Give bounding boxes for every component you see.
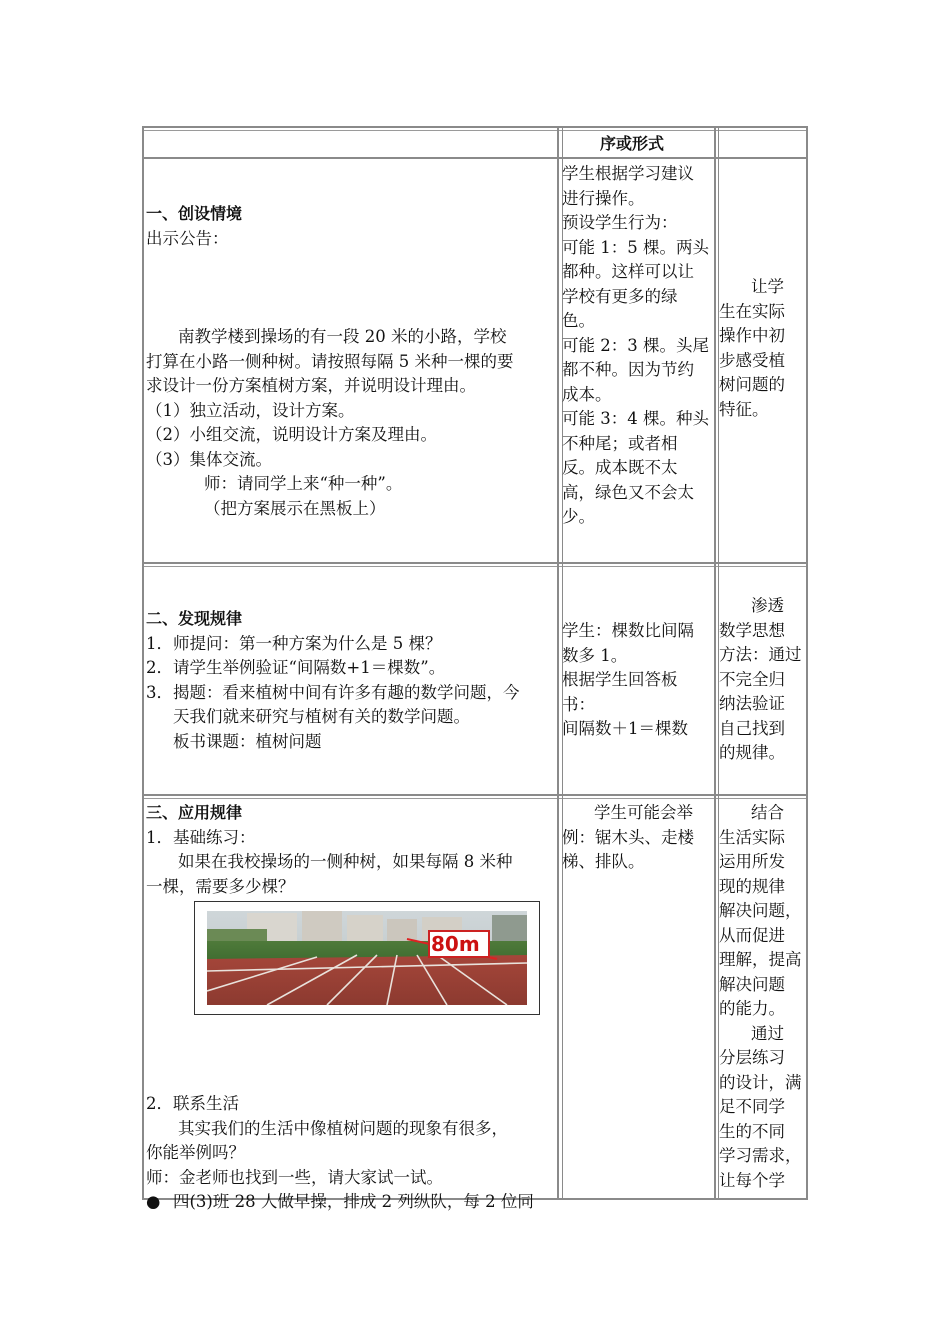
section2-method-line: 学生：棵数比间隔 xyxy=(562,621,694,640)
section2-line: 2．请学生举例验证“间隔数+1＝棵数”。 xyxy=(146,658,446,677)
header-method-col: 序或形式 xyxy=(600,134,665,153)
section3-method xyxy=(562,801,694,875)
section1-method xyxy=(562,162,709,530)
section3-bullet-line xyxy=(146,1190,556,1215)
row-divider-2 xyxy=(142,794,808,796)
section3-line: 你能举例吗？ xyxy=(146,1143,245,1162)
section1-intent-line: 操作中初 xyxy=(719,326,785,345)
row-divider-1-inner xyxy=(142,566,808,567)
section3-intent-line: 从而促进 xyxy=(719,925,785,945)
distance-label: 80m xyxy=(431,932,480,956)
section3-line: 其实我们的生活中像植树问题的现象有很多， xyxy=(178,1118,508,1138)
section2-method-line: 间隔数＋1＝棵数 xyxy=(562,719,688,738)
section3-bullet-text: 四(3)班 28 人做早操，排成 2 列纵队，每 2 位同 xyxy=(173,1192,534,1211)
section2-intent-line: 方法：通过 xyxy=(719,645,802,664)
section1-method-line: 都不种。因为节约 xyxy=(562,360,694,379)
row-divider-1 xyxy=(142,562,808,564)
bullet-icon: ● xyxy=(146,1192,161,1211)
col-divider-2 xyxy=(714,126,716,1200)
section2-intent-line: 纳法验证 xyxy=(719,694,785,713)
section1-spacer xyxy=(146,251,556,300)
section1-method-line: 不种尾；或者相 xyxy=(562,433,678,453)
section3-intent-line: 通过 xyxy=(751,1023,784,1043)
section3-intent-line: 现的规律 xyxy=(719,876,785,896)
table-border-top-inner xyxy=(142,130,808,131)
section2-intent-line: 数学思想 xyxy=(719,620,785,640)
section1-line: （把方案展示在黑板上） xyxy=(204,498,386,518)
section1-line: 求设计一份方案植树方案，并说明设计理由。 xyxy=(146,376,476,395)
section1-method-line: 预设学生行为： xyxy=(562,213,678,232)
header-row-divider xyxy=(142,157,808,159)
section1-content xyxy=(146,202,556,521)
section1-line: （3）集体交流。 xyxy=(146,449,272,469)
section3-intent-line: 运用所发 xyxy=(719,852,785,871)
section3-method-line: 梯、排队。 xyxy=(562,852,645,871)
section2-line: 1．师提问：第一种方案为什么是 5 棵？ xyxy=(146,633,442,653)
section3-intent-line: 的能力。 xyxy=(719,999,785,1018)
section3-line: 一棵，需要多少棵？ xyxy=(146,876,295,896)
section2-method-line: 书： xyxy=(562,694,595,714)
section3-line: 2．联系生活 xyxy=(146,1094,239,1113)
col-divider-1 xyxy=(557,126,559,1200)
section3-intent-line: 解决问题 xyxy=(719,974,785,994)
section3-line: 1．基础练习： xyxy=(146,827,256,847)
section1-method-line: 反。成本既不太 xyxy=(562,458,678,477)
section3-intent-line: 结合 xyxy=(751,803,784,822)
section1-title: 一、创设情境 xyxy=(146,204,243,223)
section2-line: 天我们就来研究与植树有关的数学问题。 xyxy=(173,707,470,726)
section1-method-line: 学生根据学习建议 xyxy=(562,164,694,183)
section2-line: 板书课题：植树问题 xyxy=(173,731,322,751)
section2-method-line: 数多 1。 xyxy=(562,645,628,665)
section3-line: 如果在我校操场的一侧种树，如果每隔 8 米种 xyxy=(178,852,513,871)
section1-intent-line: 步感受植 xyxy=(719,350,785,370)
section1-method-line: 学校有更多的绿 xyxy=(562,286,678,306)
section3-intent-line: 生的不同 xyxy=(719,1121,785,1141)
section3-intent-line: 足不同学 xyxy=(719,1097,785,1116)
section2-title: 二、发现规律 xyxy=(146,609,243,628)
section1-intent-line: 让学 xyxy=(751,277,784,296)
section1-line: 南教学楼到操场的有一段 20 米的小路，学校 xyxy=(178,327,507,346)
section2-intent-line: 的规律。 xyxy=(719,743,785,762)
section2-intent xyxy=(719,594,802,766)
section2-method xyxy=(562,619,694,742)
table-border-top xyxy=(142,126,808,128)
section2-intent-line: 不完全归 xyxy=(719,669,785,689)
section1-method-line: 可能 3：4 棵。种头 xyxy=(562,409,709,428)
section3-content xyxy=(146,801,556,1211)
row-divider-2-inner xyxy=(142,798,808,799)
section1-line: 出示公告： xyxy=(146,228,229,248)
table-border-left xyxy=(142,126,144,1200)
section2-intent-line: 自己找到 xyxy=(719,718,785,738)
section1-method-line: 少。 xyxy=(562,507,595,526)
lesson-plan-table xyxy=(142,126,808,1211)
section3-intent-line: 的设计，满 xyxy=(719,1072,802,1092)
section3-method-line: 学生可能会举 xyxy=(594,803,693,822)
section1-line: （2）小组交流，说明设计方案及理由。 xyxy=(146,425,437,444)
section3-method-line: 例：锯木头、走楼 xyxy=(562,827,694,847)
section1-method-line: 高，绿色又不会太 xyxy=(562,482,694,502)
section1-line: （1）独立活动，设计方案。 xyxy=(146,400,355,420)
section3-intent-line: 学习需求， xyxy=(719,1146,802,1165)
running-track-image xyxy=(207,911,527,1005)
section1-method-line: 色。 xyxy=(562,311,595,330)
table-border-right xyxy=(806,126,808,1200)
section1-intent-line: 生在实际 xyxy=(719,301,785,321)
section2-line: 3．揭题：看来植树中间有许多有趣的数学问题，今 xyxy=(146,682,520,702)
section1-line: 师：请同学上来“种一种”。 xyxy=(204,474,403,493)
section2-intent-line: 渗透 xyxy=(751,596,784,615)
section1-intent-line: 树问题的 xyxy=(719,375,785,394)
section1-method-line: 都种。这样可以让 xyxy=(562,262,694,281)
section1-line: 打算在小路一侧种树。请按照每隔 5 米种一棵的要 xyxy=(146,351,514,371)
section3-intent-line: 理解，提高 xyxy=(719,950,802,969)
section2-content xyxy=(146,607,556,754)
section1-intent-line: 特征。 xyxy=(719,399,769,419)
section2-method-line: 根据学生回答板 xyxy=(562,670,678,689)
running-track-photo xyxy=(194,901,540,1015)
section1-method-line: 进行操作。 xyxy=(562,188,645,208)
section3-intent xyxy=(719,801,802,1193)
section3-intent-line: 让每个学 xyxy=(719,1170,785,1190)
section1-method-line: 可能 2：3 棵。头尾 xyxy=(562,335,709,355)
section3-intent-line: 生活实际 xyxy=(719,827,785,847)
section3-intent-line: 解决问题， xyxy=(719,901,802,920)
section3-intent-line: 分层练习 xyxy=(719,1048,785,1067)
section1-intent xyxy=(719,275,785,422)
section1-method-line: 可能 1：5 棵。两头 xyxy=(562,237,709,257)
section1-method-line: 成本。 xyxy=(562,384,612,404)
section3-title: 三、应用规律 xyxy=(146,803,243,822)
section3-line: 师：金老师也找到一些，请大家试一试。 xyxy=(146,1167,443,1187)
